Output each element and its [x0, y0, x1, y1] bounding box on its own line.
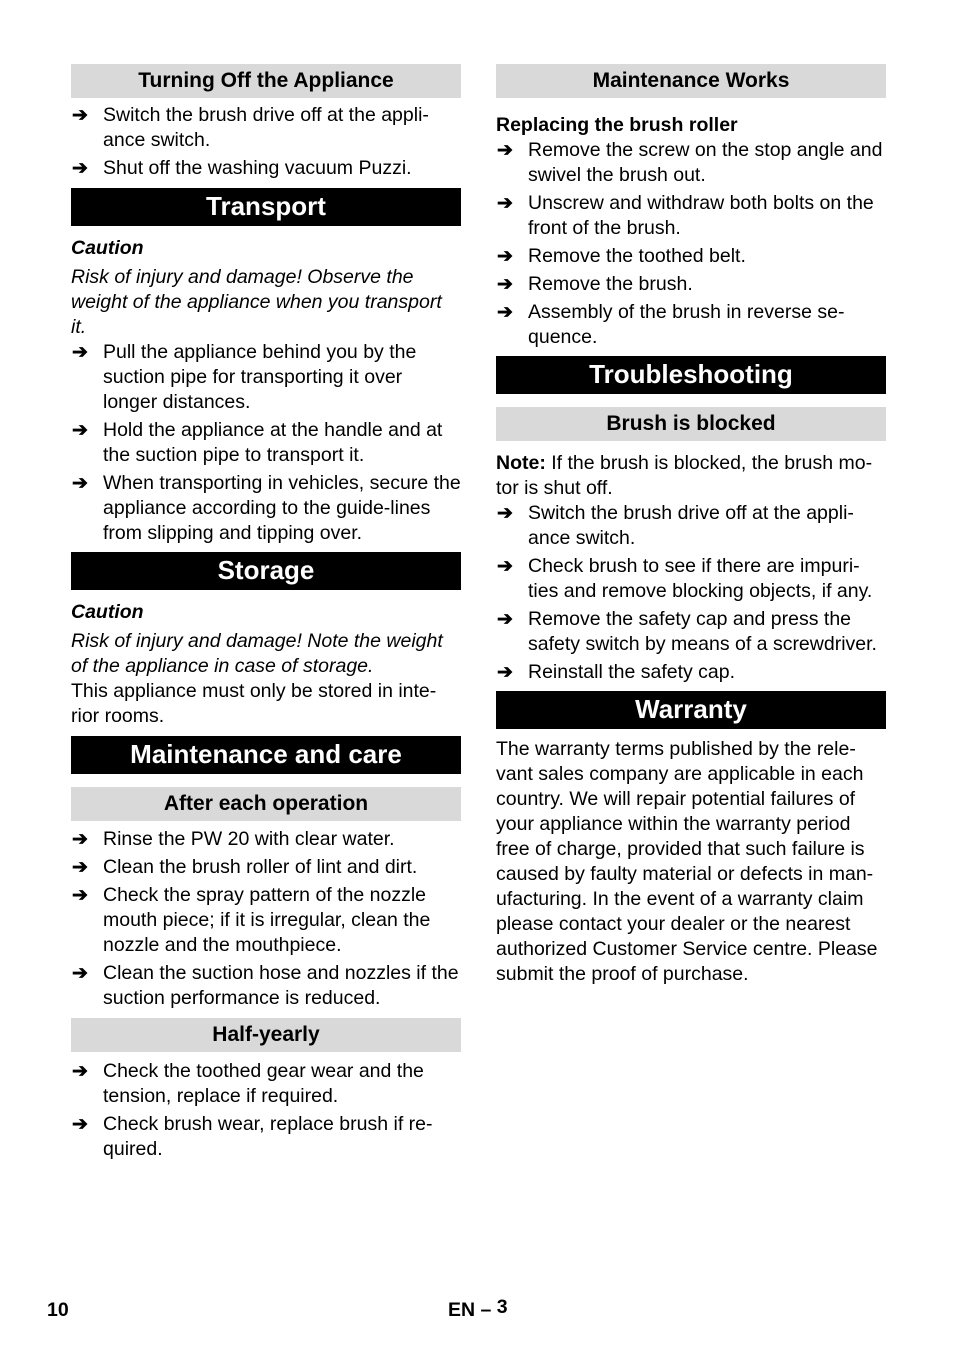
- list-item: [71, 827, 461, 852]
- list-item-text: Remove the toothed belt.: [528, 245, 746, 267]
- list-item-text: Check the toothed gear wear and the tension, replace if required.: [103, 1060, 424, 1107]
- list-item-text: Check brush wear, replace brush if re-quired.: [103, 1113, 433, 1160]
- list-item: [496, 300, 886, 350]
- list-item-text: Clean the suction hose and nozzles if the suction performance is reduced.: [103, 962, 459, 1009]
- subheading-brush-blocked: Brush is blocked: [496, 407, 886, 441]
- footer-dash: –: [480, 1299, 492, 1321]
- section-heading-troubleshooting: Troubleshooting: [496, 356, 886, 394]
- page-number: 10: [47, 1299, 69, 1321]
- section-heading-maintenance-works: Maintenance Works: [496, 64, 886, 98]
- list-item: [71, 471, 461, 546]
- arrow-right-icon: ➔: [72, 105, 88, 126]
- list-item-text: Remove the brush.: [528, 273, 693, 295]
- list-item: [71, 156, 461, 181]
- list-item-text: Remove the screw on the stop angle and swivel the brush out.: [528, 139, 883, 186]
- arrow-right-icon: ➔: [72, 963, 88, 984]
- arrow-right-icon: ➔: [497, 662, 513, 683]
- brush-blocked-list: [496, 501, 886, 685]
- arrow-right-icon: ➔: [72, 857, 88, 878]
- footer-language-page: [448, 1298, 508, 1323]
- list-item: [71, 883, 461, 958]
- language-page-number: 3: [496, 1296, 508, 1318]
- list-item-text: Pull the appliance behind you by the suction pipe for transporting it over longer distances.: [103, 341, 417, 413]
- section-heading-maintenance: Maintenance and care: [71, 736, 461, 774]
- arrow-right-icon: ➔: [72, 1114, 88, 1135]
- left-column: [71, 64, 461, 1165]
- section-heading-storage: Storage: [71, 552, 461, 590]
- arrow-right-icon: ➔: [497, 274, 513, 295]
- list-item: [71, 855, 461, 880]
- arrow-right-icon: ➔: [72, 473, 88, 494]
- list-item-text: Hold the appliance at the handle and at the suction pipe to transport it.: [103, 419, 443, 466]
- list-item-text: Clean the brush roller of lint and dirt.: [103, 856, 418, 878]
- list-item: [71, 418, 461, 468]
- arrow-right-icon: ➔: [497, 609, 513, 630]
- list-item: [496, 501, 886, 551]
- list-item-text: Switch the brush drive off at the appli-ance switch.: [528, 502, 854, 549]
- list-item-text: Switch the brush drive off at the appli-ance switch.: [103, 104, 429, 151]
- half-yearly-list: [71, 1059, 461, 1162]
- list-item: [71, 340, 461, 415]
- list-item-text: Rinse the PW 20 with clear water.: [103, 828, 395, 850]
- list-item-text: Check the spray pattern of the nozzle mouth piece; if it is irregular, clean the nozzle and the mouthpiece.: [103, 884, 431, 956]
- list-item-text: When transporting in vehicles, secure the appliance according to the guide-lines from slipping and tipping over.: [103, 472, 461, 544]
- arrow-right-icon: ➔: [72, 829, 88, 850]
- arrow-right-icon: ➔: [497, 193, 513, 214]
- list-item-text: Shut off the washing vacuum Puzzi.: [103, 157, 412, 179]
- list-item: [71, 961, 461, 1011]
- list-item: [496, 607, 886, 657]
- arrow-right-icon: ➔: [497, 140, 513, 161]
- arrow-right-icon: ➔: [72, 885, 88, 906]
- arrow-right-icon: ➔: [72, 1061, 88, 1082]
- arrow-right-icon: ➔: [497, 503, 513, 524]
- list-item: [496, 554, 886, 604]
- section-heading-transport: Transport: [71, 188, 461, 226]
- transport-list: [71, 340, 461, 546]
- storage-caution-text: Risk of injury and damage! Note the weight of the appliance in case of storage.: [71, 630, 443, 677]
- transport-caution-text: Risk of injury and damage! Observe the weight of the appliance when you transport it.: [71, 266, 442, 338]
- transport-caution-label: Caution: [71, 237, 144, 259]
- list-item-text: Reinstall the safety cap.: [528, 661, 736, 683]
- storage-body: This appliance must only be stored in inte-rior rooms.: [71, 680, 437, 727]
- list-item: [496, 272, 886, 297]
- after-each-list: [71, 827, 461, 1011]
- brush-blocked-note: [496, 451, 886, 501]
- arrow-right-icon: ➔: [497, 302, 513, 323]
- storage-caution-label: Caution: [71, 601, 144, 623]
- list-item: [496, 138, 886, 188]
- arrow-right-icon: ➔: [72, 342, 88, 363]
- list-item: [496, 660, 886, 685]
- warranty-body: The warranty terms published by the rele-vant sales company are applicable in each country. We will repair potential failures of your appliance within the warranty period free of charge, provided that such failure is caused by faulty material or defects in man-ufacturing. In the event of a warranty claim please contact your dealer or the nearest authorized Customer Service centre. Please submit the proof of purchase.: [496, 738, 878, 985]
- arrow-right-icon: ➔: [497, 246, 513, 267]
- subheading-half-yearly: Half-yearly: [71, 1018, 461, 1052]
- list-item: [496, 191, 886, 241]
- list-item-text: Unscrew and withdraw both bolts on the front of the brush.: [528, 192, 874, 239]
- language-code: EN: [448, 1299, 476, 1321]
- list-item: [71, 1112, 461, 1162]
- subheading-after-each-operation: After each operation: [71, 787, 461, 821]
- section-heading-turning-off: Turning Off the Appliance: [71, 64, 461, 98]
- maintenance-works-list: [496, 138, 886, 350]
- arrow-right-icon: ➔: [72, 158, 88, 179]
- list-item: [496, 244, 886, 269]
- list-item-text: Check brush to see if there are impuri-ties and remove blocking objects, if any.: [528, 555, 873, 602]
- turning-off-list: [71, 103, 461, 181]
- note-text: If the brush is blocked, the brush mo-tor is shut off.: [496, 452, 873, 499]
- list-item: [71, 103, 461, 153]
- note-label: Note:: [496, 452, 546, 474]
- list-item-text: Assembly of the brush in reverse se-quence.: [528, 301, 845, 348]
- right-column: [496, 64, 886, 987]
- section-heading-warranty: Warranty: [496, 691, 886, 729]
- list-item: [71, 1059, 461, 1109]
- arrow-right-icon: ➔: [72, 420, 88, 441]
- subheading-replacing-brush-roller: Replacing the brush roller: [496, 114, 738, 136]
- arrow-right-icon: ➔: [497, 556, 513, 577]
- list-item-text: Remove the safety cap and press the safety switch by means of a screwdriver.: [528, 608, 877, 655]
